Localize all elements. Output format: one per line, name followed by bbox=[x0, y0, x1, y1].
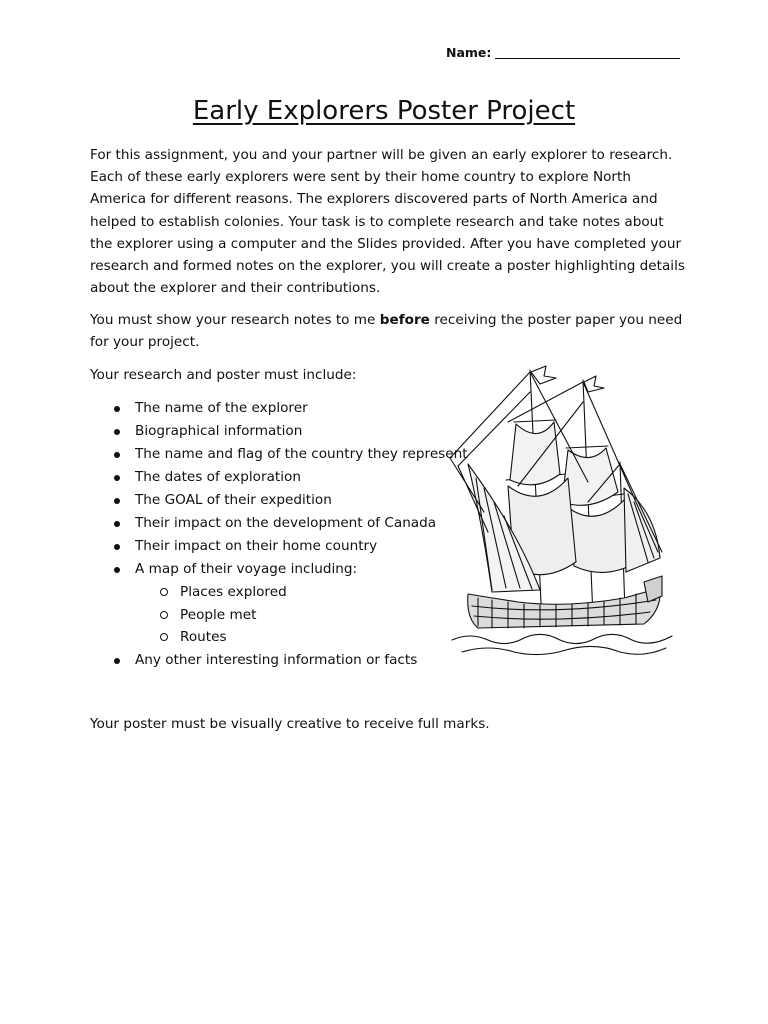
closing-note: Your poster must be visually creative to receive full marks. bbox=[90, 716, 490, 732]
list-item bbox=[112, 397, 472, 420]
hollow-bullet-icon bbox=[160, 633, 168, 641]
list-item-text: The dates of exploration bbox=[135, 469, 301, 485]
list-item-text: Their impact on their home country bbox=[135, 538, 378, 554]
list-item-text: Their impact on the development of Canada bbox=[135, 515, 437, 531]
name-blank-line[interactable] bbox=[495, 46, 680, 59]
sub-list-item-text: Routes bbox=[180, 629, 227, 645]
bullet-icon bbox=[114, 498, 120, 504]
notes-text-after: receiving the poster paper you need for your project. bbox=[90, 312, 683, 351]
name-label: Name: bbox=[446, 45, 492, 60]
list-item bbox=[112, 535, 472, 558]
list-item-text: A map of their voyage including: bbox=[135, 561, 358, 577]
bullet-icon bbox=[114, 567, 120, 573]
sub-list-item bbox=[135, 626, 472, 649]
list-item-text: The GOAL of their expedition bbox=[135, 492, 332, 508]
list-item bbox=[112, 649, 472, 672]
include-heading: Your research and poster must include: bbox=[90, 367, 357, 383]
list-item-text: Any other interesting information or facts bbox=[135, 651, 418, 668]
list-item bbox=[112, 420, 472, 443]
list-item bbox=[112, 443, 472, 466]
page-title: Early Explorers Poster Project bbox=[192, 96, 576, 126]
list-item-text: Biographical information bbox=[135, 423, 303, 439]
intro-paragraph: For this assignment, you and your partner will be given an early explorer to research. Each of these early explorers were sent by their home country to explore North America for different reasons. The explorers discovered parts of North America and helped to establish colonies. Your task is to complete research and take notes about the explorer using a computer and the Slides provided. After you have completed your research and formed notes on the explorer, you will create a poster highlighting details about the explorer and their contributions. bbox=[90, 147, 685, 297]
bullet-icon bbox=[114, 475, 120, 481]
notes-text-bold: before bbox=[379, 312, 430, 328]
list-item-text: The name and flag of the country they represent bbox=[135, 446, 468, 462]
bullet-icon bbox=[114, 406, 120, 412]
notes-text-before: You must show your research notes to me bbox=[90, 312, 380, 328]
hollow-bullet-icon bbox=[160, 611, 168, 619]
name-field bbox=[446, 45, 680, 60]
hollow-bullet-icon bbox=[160, 588, 168, 596]
requirements-list bbox=[112, 397, 472, 672]
sub-list-item bbox=[135, 581, 472, 604]
map-sublist bbox=[135, 581, 472, 649]
sailing-ship-icon bbox=[448, 362, 678, 660]
bullet-icon bbox=[114, 544, 120, 550]
bullet-icon bbox=[114, 452, 120, 458]
bullet-icon bbox=[114, 429, 120, 435]
notes-paragraph bbox=[90, 309, 690, 353]
sub-list-item-text: Places explored bbox=[180, 584, 287, 600]
list-item bbox=[112, 489, 472, 512]
bullet-icon bbox=[114, 658, 120, 664]
list-item bbox=[112, 466, 472, 489]
sub-list-item-text: People met bbox=[180, 606, 257, 623]
list-item bbox=[112, 558, 472, 649]
list-item-text: The name of the explorer bbox=[135, 400, 308, 416]
sub-list-item bbox=[135, 604, 472, 627]
bullet-icon bbox=[114, 521, 120, 527]
list-item bbox=[112, 512, 472, 535]
